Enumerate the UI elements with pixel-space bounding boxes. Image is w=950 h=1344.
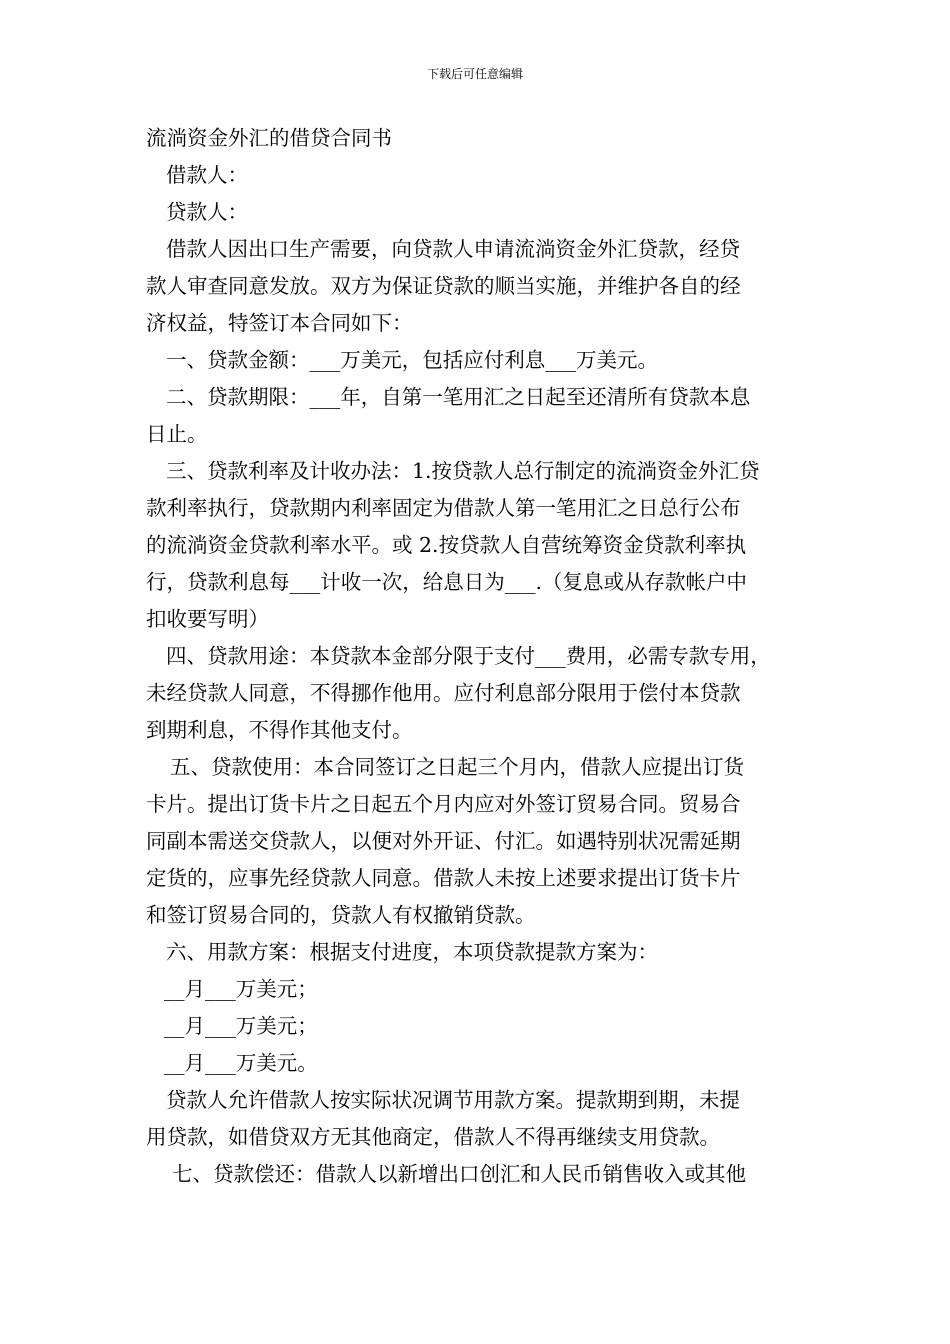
- paragraph-line: 借款人因出口生产需要，向贷款人申请流淌资金外汇贷款，经贷: [166, 237, 740, 261]
- drawdown-item: __月___万美元；: [164, 1014, 318, 1038]
- clause-loan-purpose: 四、贷款用途：本贷款本金部分限于支付___费用，必需专款专用，: [166, 644, 771, 668]
- paragraph-line: 定货的，应事先经贷款人同意。借款人未按上述要求提出订货卡片: [146, 866, 741, 890]
- paragraph-line: 扣收要写明）: [146, 607, 269, 631]
- lender-line: 贷款人：: [166, 200, 248, 224]
- paragraph-line: 款人审查同意发放。双方为保证贷款的顺当实施，并维护各自的经: [146, 274, 741, 298]
- clause-loan-use: 五、贷款使用：本合同签订之日起三个月内，借款人应提出订货: [170, 755, 744, 779]
- paragraph-line: 未经贷款人同意，不得挪作他用。应付利息部分限用于偿付本贷款: [146, 681, 741, 705]
- drawdown-item: __月___万美元；: [164, 977, 318, 1001]
- paragraph-line: 同副本需送交贷款人，以便对外开证、付汇。如遇特别状况需延期: [146, 829, 741, 853]
- paragraph-line: 到期利息，不得作其他支付。: [146, 718, 413, 742]
- paragraph-line: 日止。: [146, 422, 208, 446]
- clause-drawdown-plan: 六、用款方案：根据支付进度，本项贷款提款方案为：: [166, 940, 658, 964]
- paragraph-line: 行，贷款利息每___计收一次，给息日为___.（复息或从存款帐户中: [146, 570, 748, 594]
- clause-interest-rate: 三、贷款利率及计收办法：1.按贷款人总行制定的流淌资金外汇贷: [166, 459, 760, 483]
- clause-loan-amount: 一、贷款金额：___万美元，包括应付利息___万美元。: [166, 348, 658, 372]
- clause-repayment: 七、贷款偿还：借款人以新增出口创汇和人民币销售收入或其他: [172, 1162, 746, 1186]
- paragraph-line: 贷款人允许借款人按实际状况调节用款方案。提款期到期，未提: [166, 1088, 740, 1112]
- borrower-line: 借款人：: [166, 163, 248, 187]
- document-body: [146, 120, 810, 1193]
- paragraph-line: 款利率执行，贷款期内利率固定为借款人第一笔用汇之日总行公布: [146, 496, 741, 520]
- paragraph-line: 用贷款，如借贷双方无其他商定，借款人不得再继续支用贷款。: [146, 1125, 720, 1149]
- paragraph-line: 济权益，特签订本合同如下：: [146, 311, 413, 335]
- paragraph-line: 的流淌资金贷款利率水平。或 2.按贷款人自营统筹资金贷款利率执: [146, 533, 747, 557]
- drawdown-item: __月___万美元。: [164, 1051, 318, 1075]
- page-header: 下载后可任意编辑: [426, 67, 523, 81]
- document-title: 流淌资金外汇的借贷合同书: [146, 126, 392, 150]
- paragraph-line: 卡片。提出订货卡片之日起五个月内应对外签订贸易合同。贸易合: [146, 792, 741, 816]
- clause-loan-term: 二、贷款期限：___年，自第一笔用汇之日起至还清所有贷款本息: [166, 385, 751, 409]
- paragraph-line: 和签订贸易合同的，贷款人有权撤销贷款。: [146, 903, 536, 927]
